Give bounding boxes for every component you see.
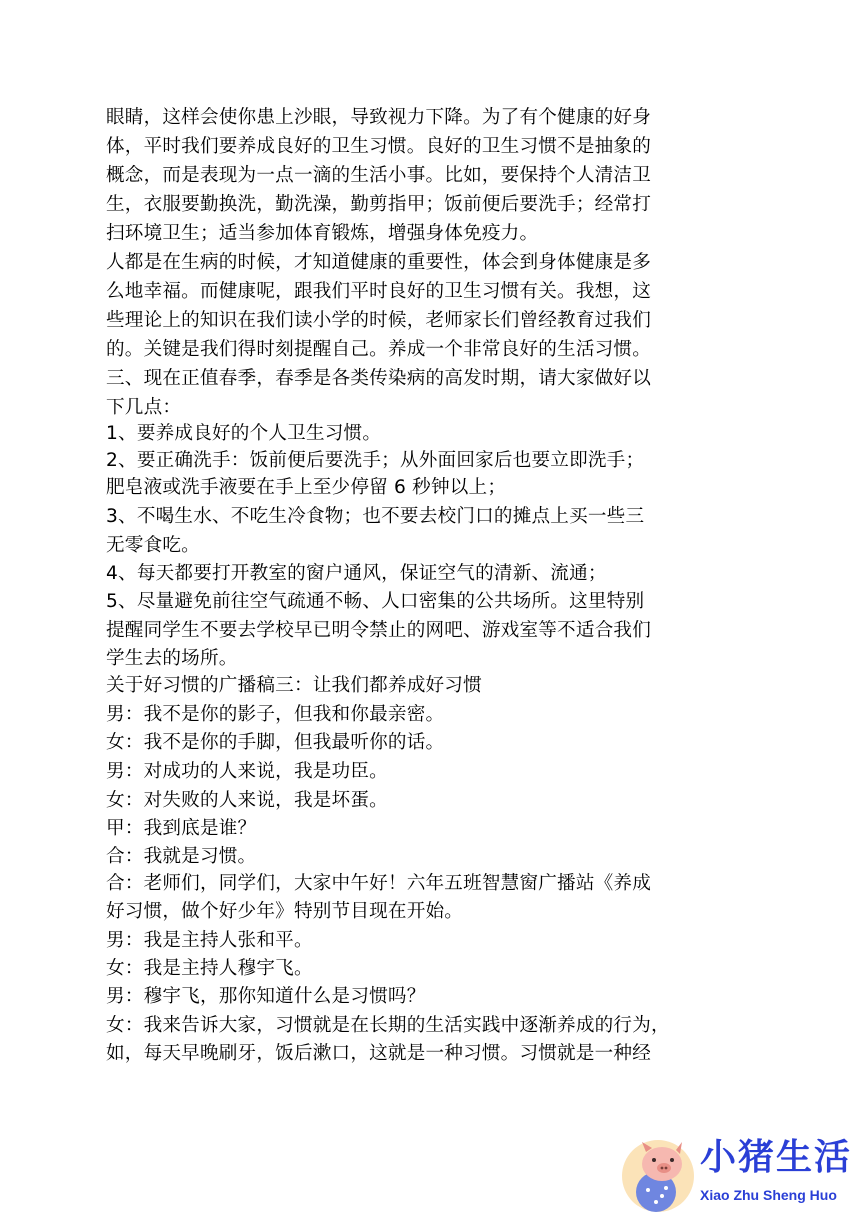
text-line: 3、不喝生水、不吃生冷食物；也不要去校门口的摊点上买一些三 [106,506,645,527]
text-line: 1、要养成良好的个人卫生习惯。 [106,423,382,444]
text-line: 2、要正确洗手：饭前便后要洗手；从外面回家后也要立即洗手； [106,450,645,471]
text-line: 男：我是主持人张和平。 [106,930,313,951]
text-line: 的。关键是我们得时刻提醒自己。养成一个非常良好的生活习惯。 [106,339,652,360]
text-line: 无零食吃。 [106,535,200,556]
text-line: 好习惯，做个好少年》特别节目现在开始。 [106,901,464,922]
text-line: 提醒同学生不要去学校早已明令禁止的网吧、游戏室等不适合我们 [106,620,652,641]
text-line: 男：穆宇飞，那你知道什么是习惯吗？ [106,986,426,1007]
text-line: 男：对成功的人来说，我是功臣。 [106,761,388,782]
text-line: 么地幸福。而健康呢，跟我们平时良好的卫生习惯有关。我想，这 [106,281,652,302]
text-line: 些理论上的知识在我们读小学的时候，老师家长们曾经教育过我们 [106,310,652,331]
text-line: 男：我不是你的影子，但我和你最亲密。 [106,704,445,725]
text-line: 扫环境卫生；适当参加体育锻炼，增强身体免疫力。 [106,223,539,244]
text-line: 合：我就是习惯。 [106,846,257,867]
text-line: 4、每天都要打开教室的窗户通风，保证空气的清新、流通； [106,563,607,584]
pig-mascot-icon [618,1134,698,1214]
text-line: 三、现在正值春季，春季是各类传染病的高发时期，请大家做好以 [106,368,652,389]
text-line: 女：我是主持人穆宇飞。 [106,958,313,979]
text-line: 下几点： [106,397,182,418]
text-line: 女：我不是你的手脚，但我最听你的话。 [106,732,445,753]
watermark-logo [618,1134,858,1214]
text-line: 关于好习惯的广播稿三：让我们都养成好习惯 [106,675,482,696]
text-line: 合：老师们，同学们，大家中午好！六年五班智慧窗广播站《养成 [106,873,652,894]
text-line: 女：我来告诉大家，习惯就是在长期的生活实践中逐渐养成的行为， [106,1015,670,1036]
text-line: 女：对失败的人来说，我是坏蛋。 [106,790,388,811]
text-line: 概念，而是表现为一点一滴的生活小事。比如，要保持个人清洁卫 [106,165,652,186]
text-line: 体，平时我们要养成良好的卫生习惯。良好的卫生习惯不是抽象的 [106,136,652,157]
text-line: 人都是在生病的时候，才知道健康的重要性，体会到身体健康是多 [106,252,652,273]
text-line: 学生去的场所。 [106,648,238,669]
text-line: 甲：我到底是谁？ [106,818,257,839]
watermark-subtitle: Xiao Zhu Sheng Huo [700,1187,837,1203]
text-line: 肥皂液或洗手液要在手上至少停留 6 秒钟以上； [106,477,507,498]
watermark-title: 小猪生活 [700,1137,853,1178]
text-line: 生，衣服要勤换洗，勤洗澡，勤剪指甲；饭前便后要洗手；经常打 [106,194,652,215]
text-line: 5、尽量避免前往空气疏通不畅、人口密集的公共场所。这里特别 [106,591,645,612]
text-line: 如，每天早晚刷牙，饭后漱口，这就是一种习惯。习惯就是一种经 [106,1043,652,1064]
text-line: 眼睛，这样会使你患上沙眼，导致视力下降。为了有个健康的好身 [106,107,652,128]
